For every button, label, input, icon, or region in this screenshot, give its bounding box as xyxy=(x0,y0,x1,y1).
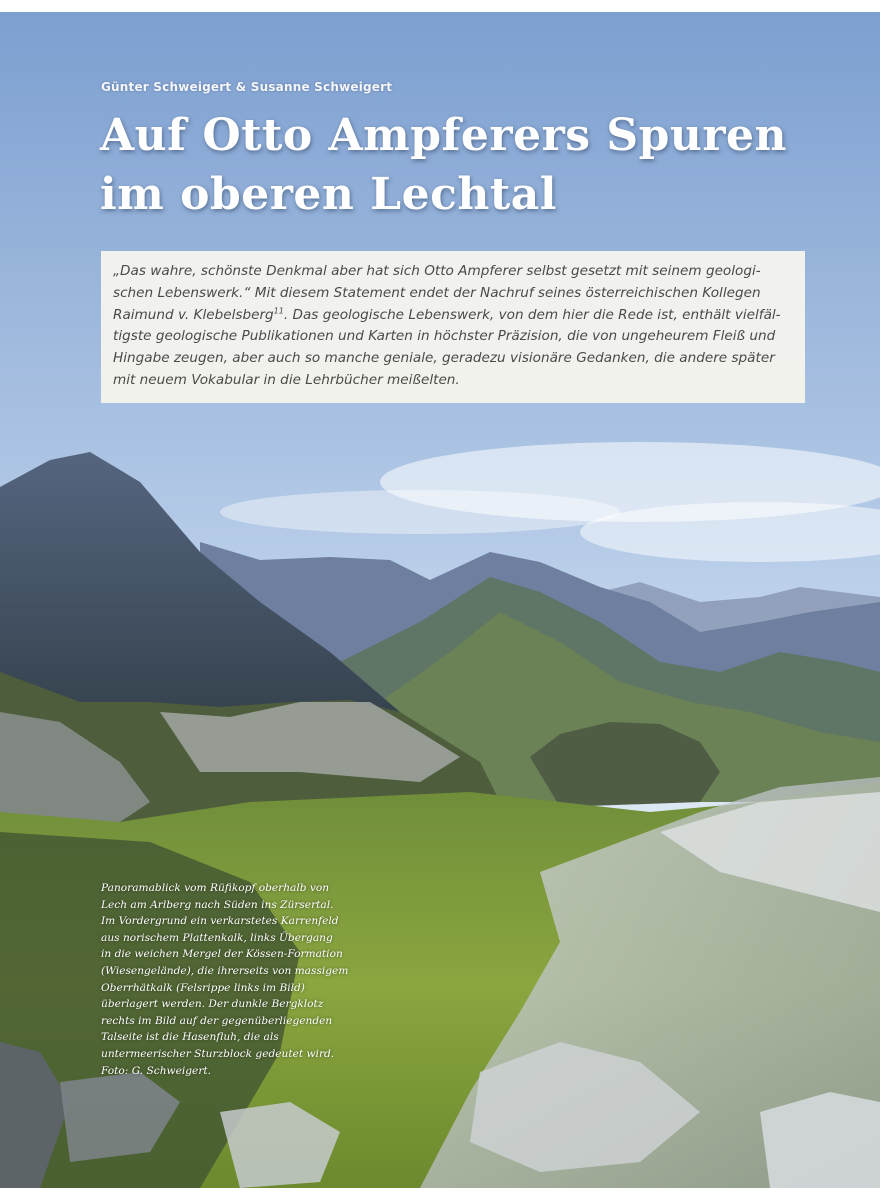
caption-line: Im Vordergrund ein verkarstetes Karrenfeld xyxy=(101,915,339,928)
lead-line: „Das wahre, schönste Denkmal aber hat sich Otto Ampferer selbst gesetzt mit seinem geologi- xyxy=(113,263,761,279)
lead-line: Hingabe zeugen, aber auch so manche geniale, geradezu visionäre Gedanken, die andere später xyxy=(113,350,775,367)
lead-line: schen Lebenswerk.“ Mit diesem Statement endet der Nachruf seines österreichischen Kollegen xyxy=(113,284,761,301)
article-title-line-1: Auf Otto Ampferers Spuren xyxy=(100,110,788,161)
lead-paragraph-box xyxy=(101,251,805,403)
article-title xyxy=(100,106,787,224)
lead-line: tigste geologische Publikationen und Karten in höchster Präzision, die von ungeheurem Fleiß und xyxy=(113,328,776,345)
article-authors: Günter Schweigert & Susanne Schweigert xyxy=(101,80,393,94)
article-page xyxy=(0,12,880,1188)
caption-line: (Wiesengelände), die ihrerseits von massigem xyxy=(101,964,349,977)
caption-line: aus norischem Plattenkalk, links Übergang xyxy=(101,931,333,944)
photo-caption xyxy=(101,880,361,1079)
lead-line-text: Raimund v. Klebelsberg xyxy=(113,306,274,323)
caption-line: Lech am Arlberg nach Süden ins Zürsertal. xyxy=(101,898,334,911)
caption-line: Talseite ist die Hasenfluh, die als xyxy=(101,1031,279,1044)
caption-line: Oberrhätkalk (Felsrippe links im Bild) xyxy=(101,981,305,994)
lead-line xyxy=(113,305,793,327)
caption-line: Panoramablick vom Rüfikopf oberhalb von xyxy=(101,882,330,894)
article-title-line-2: im oberen Lechtal xyxy=(100,169,557,220)
caption-line: rechts im Bild auf der gegenüberliegenden xyxy=(101,1014,333,1027)
lead-line: mit neuem Vokabular in die Lehrbücher meißelten. xyxy=(113,371,460,388)
photo-credit: Foto: G. Schweigert. xyxy=(101,1064,212,1077)
lead-line-text: . Das geologische Lebenswerk, von dem hier die Rede ist, enthält vielfäl- xyxy=(283,306,781,323)
footnote-ref: 11 xyxy=(273,306,284,316)
caption-line: in die weichen Mergel der Kössen-Formation xyxy=(101,948,343,961)
caption-line: untermeerischer Sturzblock gedeutet wird. xyxy=(101,1047,335,1060)
caption-line: überlagert werden. Der dunkle Bergklotz xyxy=(101,998,324,1011)
